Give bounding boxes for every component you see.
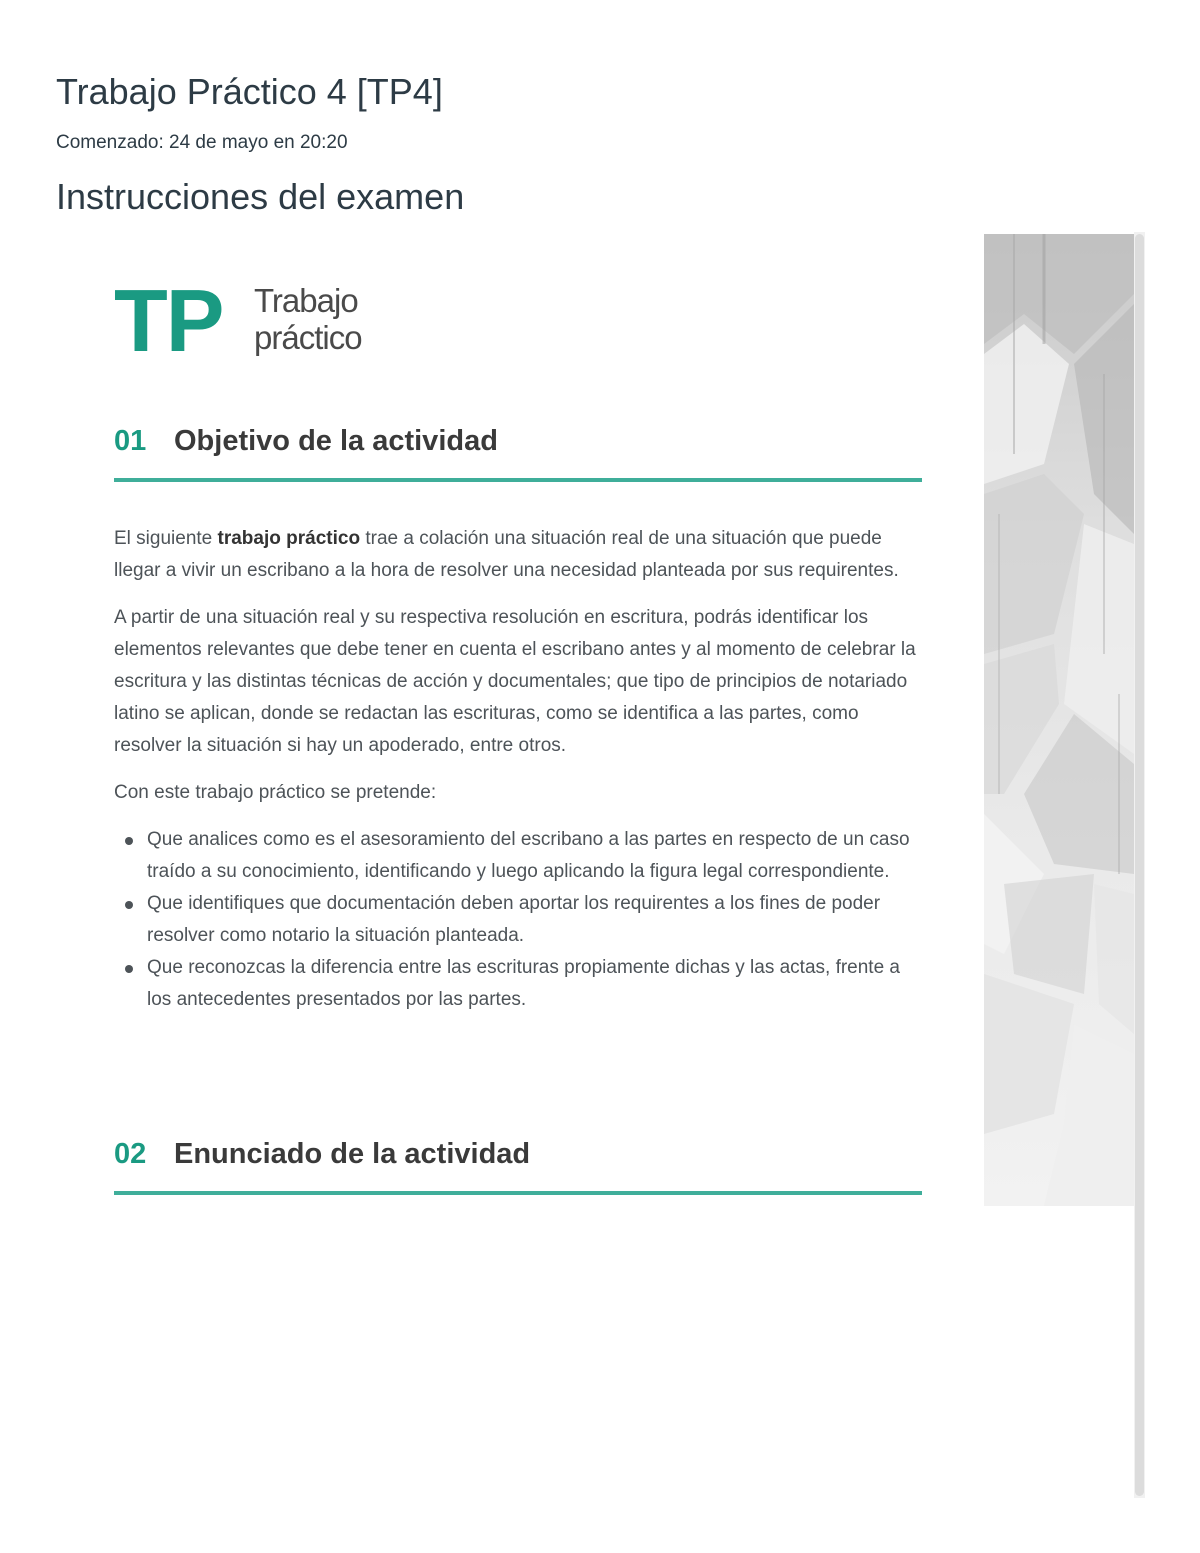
- bullet-dot-icon: [125, 901, 133, 909]
- section-title: Objetivo de la actividad: [174, 425, 498, 457]
- section-number: 01: [114, 425, 147, 457]
- section-title: Enunciado de la actividad: [174, 1138, 531, 1170]
- bullet-dot-icon: [125, 837, 133, 845]
- list-item: Que analices como es el asesoramiento del escribano a las partes en respecto de un caso traído a su conocimiento, identificando y luego aplicando la figura legal correspondiente.: [114, 824, 924, 888]
- instructions-content: [114, 271, 922, 1170]
- section-divider: [114, 478, 922, 482]
- page-title: Trabajo Práctico 4 [TP4]: [56, 71, 443, 112]
- section-objetivo-heading: [114, 423, 922, 483]
- section-divider: [114, 1191, 922, 1195]
- tp-logo-word-practico: práctico: [254, 319, 362, 356]
- objective-bullet-list: [114, 824, 924, 1016]
- instructions-title: Instrucciones del examen: [56, 176, 465, 217]
- list-item: Que identifiques que documentación deben aportar los requirentes a los fines de poder resolver como notario la situación planteada.: [114, 888, 924, 952]
- objective-paragraph-1: El siguiente trabajo práctico trae a colación una situación real de una situación que puede llegar a vivir un escribano a la hora de resolver una necesidad planteada por sus requirentes.: [114, 528, 899, 581]
- tp-logo-letters: TP: [114, 271, 223, 370]
- tp-logo-word-trabajo: Trabajo: [254, 282, 358, 319]
- bullet-dot-icon: [125, 965, 133, 973]
- section-number: 02: [114, 1138, 147, 1170]
- objective-paragraph-2: A partir de una situación real y su respectiva resolución en escritura, podrás identificar los elementos relevantes que debe tener en cuenta el escribano antes y al momento de celebrar la escritura y las distintas técnicas de acción y documentales; que tipo de principios de notariado latino se aplican, donde se redactan las escrituras, como se identifica a las partes, como resolver la situación si hay un apoderado, entre otros.: [114, 607, 916, 756]
- decorative-image-graphic: [984, 234, 1134, 1206]
- scrollbar-thumb[interactable]: [1135, 234, 1144, 1496]
- decorative-architecture-image: [984, 234, 1134, 1206]
- tp-logo: [114, 271, 414, 370]
- bold-trabajo-practico: trabajo práctico: [217, 528, 361, 549]
- started-timestamp: Comenzado: 24 de mayo en 20:20: [56, 132, 348, 153]
- section-enunciado-heading: [114, 1136, 922, 1196]
- objective-paragraph-3: Con este trabajo práctico se pretende:: [114, 782, 437, 803]
- list-item: Que reconozcas la diferencia entre las escrituras propiamente dichas y las actas, frente a los antecedentes presentados por las partes.: [114, 952, 924, 1016]
- objective-body: [114, 523, 924, 1016]
